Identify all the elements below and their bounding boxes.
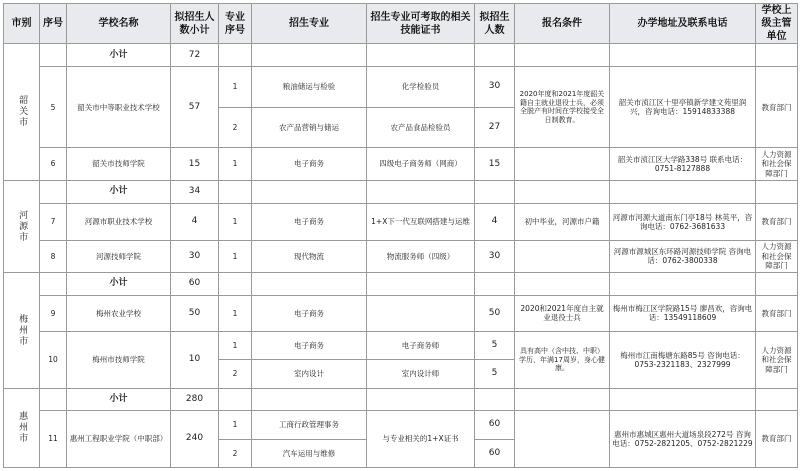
count-cell: 60 [475, 439, 515, 467]
header-school: 学校名称 [67, 4, 171, 44]
major-cell: 粮油储运与检验 [252, 67, 367, 108]
table-row [4, 44, 798, 67]
major-cell: 电子商务 [252, 295, 367, 332]
table-row [4, 388, 798, 410]
major-cell: 汽车运用与维修 [252, 439, 367, 467]
table-row [4, 411, 798, 439]
city-cell: 韶关市 [4, 44, 40, 181]
conditions-cell: 初中毕业，河源市户籍 [515, 204, 610, 241]
count-cell: 27 [475, 107, 515, 148]
major-seq-cell: 2 [219, 439, 252, 467]
count-cell: 50 [475, 295, 515, 332]
header-seq: 序号 [40, 4, 67, 44]
cert-cell [367, 295, 475, 332]
address-cell: 河源市源城区东环路河源技师学院 咨询电话：0762-3800338 [610, 240, 756, 272]
dept-cell: 人力资源和社会保障部门 [756, 332, 798, 389]
address-cell: 惠州市惠城区惠州大道场泉段272号 咨询电话：0752-2821205、0752-2821229 [610, 411, 756, 468]
cert-cell: 室内设计师 [367, 360, 475, 388]
dept-cell: 教育部门 [756, 295, 798, 332]
cert-cell: 物流服务师（四级） [367, 240, 475, 272]
table-row [4, 180, 798, 203]
city-cell: 河源市 [4, 180, 40, 272]
school-cell: 韶关市中等职业技术学校 [67, 67, 171, 148]
conditions-cell: 2020年度和2021年度韶关籍自主就业退役士兵，必须全脱产有时间在学校接受全日制教育。 [515, 67, 610, 148]
conditions-cell: 2020和2021年度自主就业退役士兵 [515, 295, 610, 332]
table-row [4, 332, 798, 360]
table-row [4, 240, 798, 272]
school-cell: 惠州工程职业学院（中职部） [67, 411, 171, 468]
header-row [4, 4, 798, 44]
seq-cell: 6 [40, 148, 67, 180]
header-cert: 招生专业可考取的相关技能证书 [367, 4, 475, 44]
seq-cell: 8 [40, 240, 67, 272]
cert-cell: 电子商务师 [367, 332, 475, 360]
major-seq-cell: 1 [219, 67, 252, 108]
school-cell: 梅州农业学校 [67, 295, 171, 332]
total-cell: 10 [171, 332, 219, 389]
subtotal-label: 小计 [67, 180, 171, 203]
count-cell: 15 [475, 148, 515, 180]
table-row [4, 67, 798, 108]
seq-cell: 10 [40, 332, 67, 389]
table-row [4, 295, 798, 332]
count-cell: 30 [475, 240, 515, 272]
major-seq-cell: 1 [219, 240, 252, 272]
address-cell: 韶关市浈江区十里亭镇新学建文苑里润兴，咨询电话：15914833388 [610, 67, 756, 148]
major-seq-cell: 1 [219, 411, 252, 439]
header-dept: 学校上级主管单位 [756, 4, 798, 44]
dept-cell: 教育部门 [756, 411, 798, 468]
total-cell: 30 [171, 240, 219, 272]
major-cell: 现代物流 [252, 240, 367, 272]
total-cell: 4 [171, 204, 219, 241]
count-cell: 5 [475, 332, 515, 360]
address-cell: 梅州市江南梅塘东路85号 咨询电话：0753-2321183、2327999 [610, 332, 756, 389]
dept-cell: 教育部门 [756, 67, 798, 148]
subtotal-label: 小计 [67, 273, 171, 295]
subtotal-value: 60 [171, 273, 219, 295]
cert-cell: 1+X下一代互联网搭建与运维 [367, 204, 475, 241]
major-cell: 农产品营销与储运 [252, 107, 367, 148]
cert-cell: 四级电子商务师（网商） [367, 148, 475, 180]
table-row [4, 148, 798, 180]
table-row [4, 273, 798, 295]
total-cell: 50 [171, 295, 219, 332]
seq-cell: 11 [40, 411, 67, 468]
dept-cell: 人力资源和社会保障部门 [756, 148, 798, 180]
header-major: 招生专业 [252, 4, 367, 44]
header-major-seq: 专业序号 [219, 4, 252, 44]
major-cell: 室内设计 [252, 360, 367, 388]
address-cell: 河源市河源大道南东门亭18号 林英平，咨询电话：0762-3681633 [610, 204, 756, 241]
major-seq-cell: 2 [219, 360, 252, 388]
total-cell: 15 [171, 148, 219, 180]
major-seq-cell: 1 [219, 148, 252, 180]
header-city: 市别 [4, 4, 40, 44]
subtotal-label: 小计 [67, 44, 171, 67]
cert-cell: 与专业相关的1+X证书 [367, 411, 475, 468]
seq-cell: 9 [40, 295, 67, 332]
city-cell: 惠州市 [4, 388, 40, 467]
seq-cell: 5 [40, 67, 67, 148]
school-cell: 河源市职业技术学校 [67, 204, 171, 241]
table-row [4, 204, 798, 241]
major-cell: 电子商务 [252, 148, 367, 180]
major-seq-cell: 1 [219, 295, 252, 332]
major-seq-cell: 1 [219, 332, 252, 360]
major-cell: 电子商务 [252, 204, 367, 241]
count-cell: 60 [475, 411, 515, 439]
address-cell: 韶关市浈江区大学路338号 联系电话：0751-8127888 [610, 148, 756, 180]
total-cell: 240 [171, 411, 219, 468]
school-cell: 梅州市技师学院 [67, 332, 171, 389]
total-cell: 57 [171, 67, 219, 148]
address-cell: 梅州市梅江区学院路15号 廖昌欢，咨询电话：13549118609 [610, 295, 756, 332]
city-cell: 梅州市 [4, 273, 40, 389]
subtotal-value: 72 [171, 44, 219, 67]
cert-cell: 化学检验员 [367, 67, 475, 108]
header-count: 拟招生人数 [475, 4, 515, 44]
major-seq-cell: 2 [219, 107, 252, 148]
count-cell: 4 [475, 204, 515, 241]
dept-cell: 教育部门 [756, 204, 798, 241]
school-cell: 韶关市技师学院 [67, 148, 171, 180]
subtotal-value: 280 [171, 388, 219, 410]
count-cell: 5 [475, 360, 515, 388]
subtotal-label: 小计 [67, 388, 171, 410]
recruitment-table [3, 3, 798, 468]
subtotal-value: 34 [171, 180, 219, 203]
major-seq-cell: 1 [219, 204, 252, 241]
header-conditions: 报名条件 [515, 4, 610, 44]
conditions-cell: 具有高中（含中技、中职）学历，年满17周岁，身心健康。 [515, 332, 610, 389]
header-total: 拟招生人数小计 [171, 4, 219, 44]
header-address: 办学地址及联系电话 [610, 4, 756, 44]
cert-cell: 农产品食品检验员 [367, 107, 475, 148]
count-cell: 30 [475, 67, 515, 108]
major-cell: 工商行政管理事务 [252, 411, 367, 439]
school-cell: 河源技师学院 [67, 240, 171, 272]
major-cell: 电子商务 [252, 332, 367, 360]
dept-cell: 人力资源和社会保障部门 [756, 240, 798, 272]
seq-cell: 7 [40, 204, 67, 241]
